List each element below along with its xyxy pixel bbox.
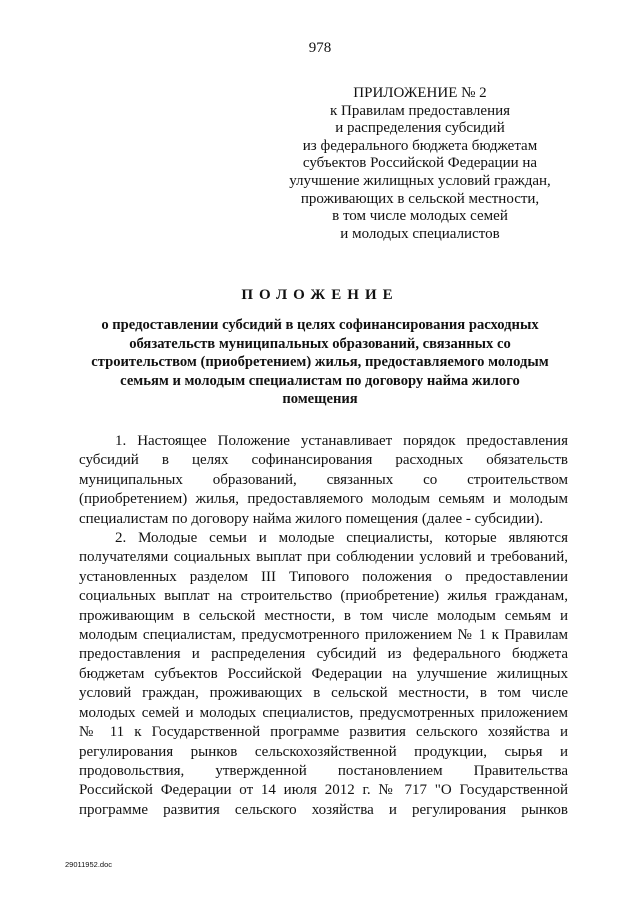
paragraph-2-line: Российской Федерации от 14 июля 2012 г. № 717 "О Государственной <box>79 782 568 799</box>
paragraph-2-line: проживающим в сельской местности, в том числе молодым семьям и <box>79 607 568 624</box>
paragraph-2-line: программе развития сельского хозяйства и регулирования рынков <box>79 801 568 818</box>
subtitle-line: семьям и молодым специалистам по договору найма жилого <box>120 372 520 389</box>
subtitle-line: помещения <box>282 391 358 407</box>
paragraph-2-line: условий граждан, проживающих в сельской местности, в том числе <box>79 685 568 702</box>
paragraph-2-line: предоставления и распределения субсидий из федерального бюджета <box>79 646 568 663</box>
paragraph-2-line: молодым специалистам, предусмотренного приложением № 1 к Правилам <box>79 627 568 644</box>
paragraph-2-line: бюджетам субъектов Российской Федерации на улучшение жилищных <box>79 665 568 682</box>
subtitle-line: обязательств муниципальных образований, связанных со <box>129 335 511 352</box>
appendix-line: в том числе молодых семей <box>332 208 508 225</box>
footer-file-name: 29011952.doc <box>65 860 112 869</box>
appendix-header <box>280 85 560 243</box>
paragraph-1-line: муниципальных образований, связанных со строительством <box>79 471 568 488</box>
paragraph-2-line: молодых семей и молодых специалистов, предусмотренных приложением <box>79 704 568 721</box>
paragraph-2-line: № 11 к Государственной программе развития сельского хозяйства и <box>79 724 568 741</box>
paragraph-2-line: 2. Молодые семьи и молодые специалисты, которые являются <box>115 530 568 547</box>
paragraph-2-line: регулирования рынков сельскохозяйственной продукции, сырья и <box>79 743 568 760</box>
page-number: 978 <box>308 40 332 56</box>
subtitle-line: строительством (приобретением) жилья, предоставляемого молодым <box>91 354 549 370</box>
document-subtitle <box>70 316 570 409</box>
paragraph-2-line: получателями социальных выплат при соблюдении условий и требований, <box>79 549 568 566</box>
appendix-line: ПРИЛОЖЕНИЕ № 2 <box>353 85 487 101</box>
appendix-line: и молодых специалистов <box>340 225 500 242</box>
appendix-line: проживающих в сельской местности, <box>300 190 540 207</box>
appendix-line: из федерального бюджета бюджетам <box>302 137 538 154</box>
appendix-line: субъектов Российской Федерации на <box>302 155 538 172</box>
appendix-line: и распределения субсидий <box>335 120 505 137</box>
paragraph-1-line: (приобретением) жилья, предоставляемого молодым семьям и молодым <box>79 491 568 508</box>
paragraph-2-line: установленных разделом III Типового положения о предоставлении <box>79 568 568 585</box>
subtitle-line: о предоставлении субсидий в целях софинансирования расходных <box>101 317 539 333</box>
paragraph-2-line: продовольствия, утвержденной постановлением Правительства <box>79 762 568 779</box>
paragraph-2-line: социальных выплат на строительство (приобретение) жилья гражданам, <box>79 588 568 605</box>
document-title: ПОЛОЖЕНИЕ <box>241 287 399 303</box>
paragraph-1-line: специалистам по договору найма жилого помещения (далее - субсидии). <box>79 510 544 527</box>
document-body <box>79 432 568 820</box>
paragraph-1-line: 1. Настоящее Положение устанавливает порядок предоставления <box>115 433 568 449</box>
paragraph-1-line: субсидий в целях софинансирования расходных обязательств <box>79 452 568 469</box>
appendix-line: улучшение жилищных условий граждан, <box>289 172 551 189</box>
appendix-line: к Правилам предоставления <box>329 102 511 119</box>
